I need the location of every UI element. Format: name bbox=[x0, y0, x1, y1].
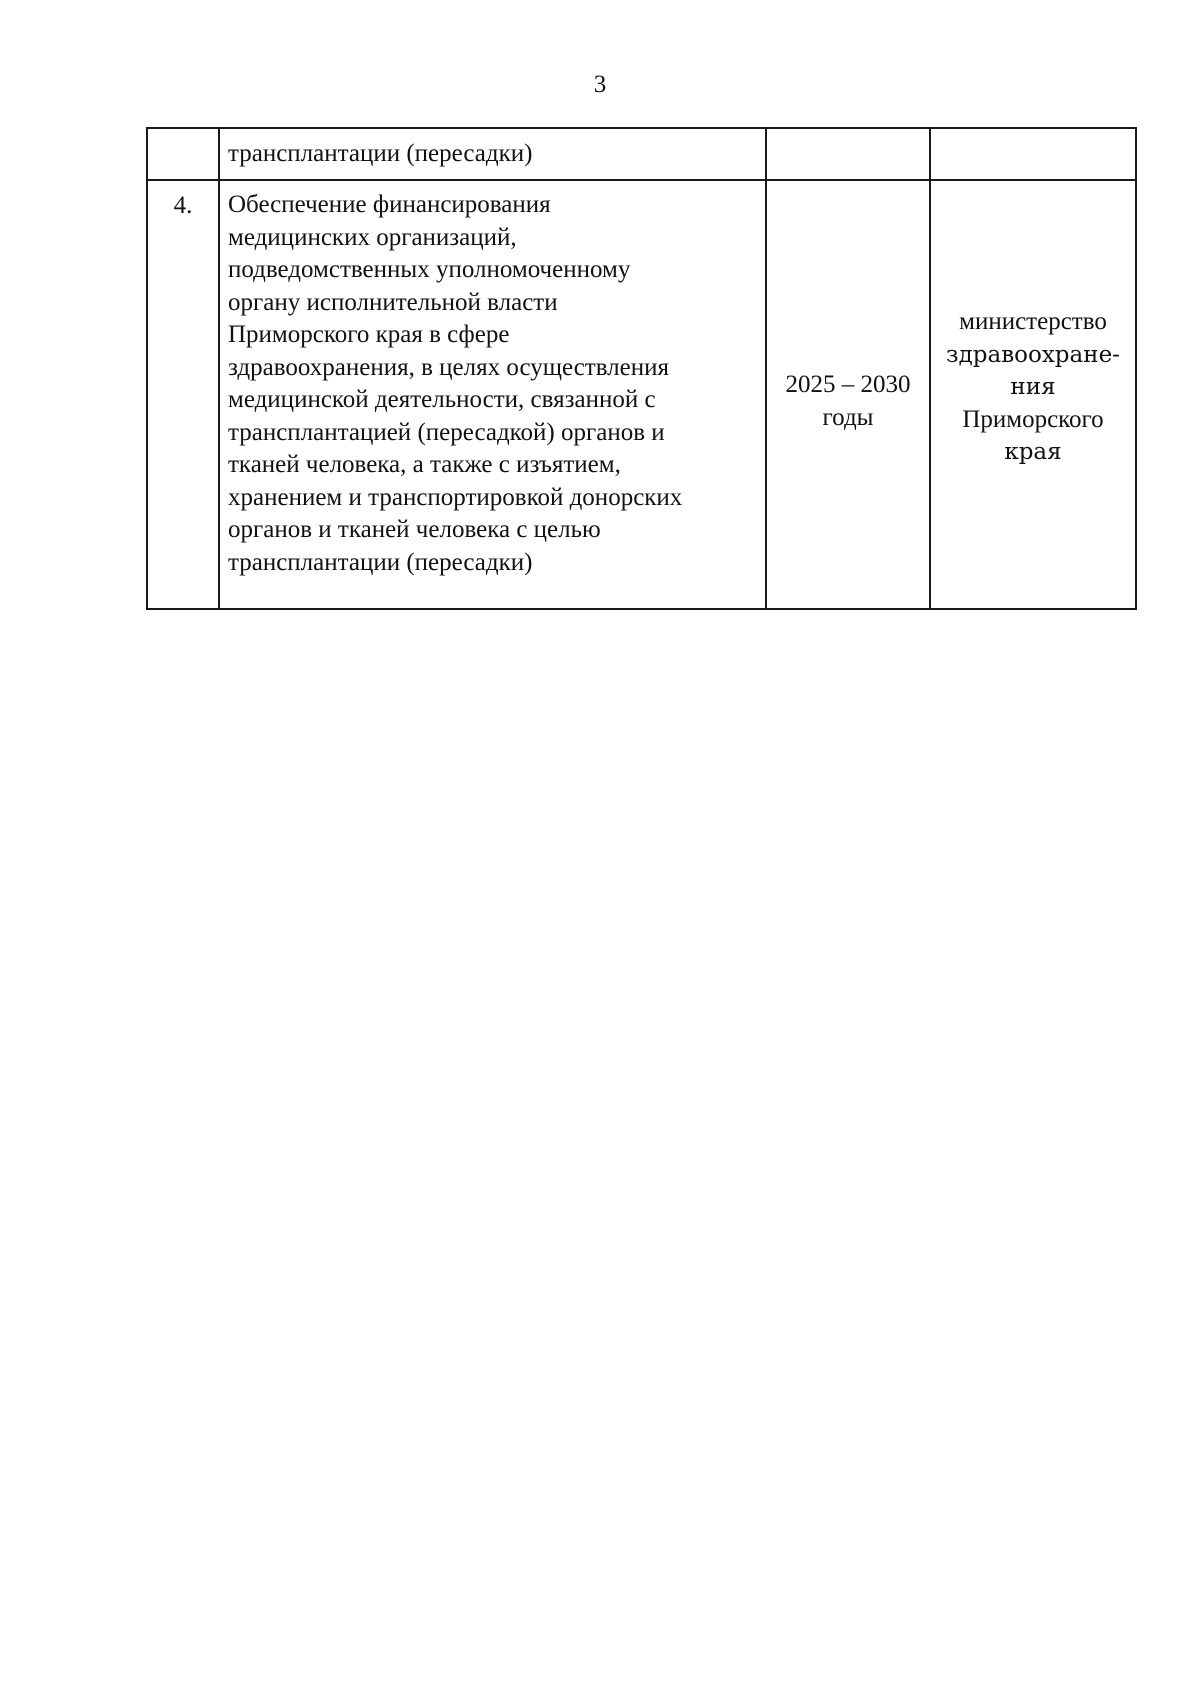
period-unit: годы bbox=[822, 403, 874, 431]
measure-text-line: Обеспечение финансирования bbox=[228, 191, 551, 218]
responsible-line: министерство bbox=[959, 308, 1107, 336]
measure-text-line: подведомственных уполномоченному bbox=[228, 256, 631, 283]
measure-text-line: тканей человека, а также с изъятием, bbox=[228, 451, 621, 478]
cell-measure-text bbox=[219, 180, 766, 609]
responsible-line: Приморского bbox=[962, 405, 1104, 433]
measure-text-line: органов и тканей человека с целью bbox=[228, 516, 601, 543]
cell-period bbox=[766, 180, 930, 609]
period-range: 2025 – 2030 bbox=[785, 371, 911, 398]
measures-table bbox=[146, 127, 1137, 610]
measure-text-line: медицинской деятельности, связанной с bbox=[228, 386, 656, 413]
measure-text-line: хранением и транспортировкой донорских bbox=[228, 483, 683, 511]
cell-responsible bbox=[930, 180, 1136, 609]
cell-measure-text: трансплантации (пересадки) bbox=[219, 128, 766, 180]
cell-number bbox=[147, 128, 219, 180]
table-row-continuation bbox=[147, 128, 1136, 180]
cell-number: 4. bbox=[147, 180, 219, 609]
page-number: 3 bbox=[593, 71, 607, 98]
measure-text-line: здравоохранения, в целях осуществления bbox=[228, 353, 670, 381]
measure-text-line: органу исполнительной власти bbox=[228, 288, 558, 316]
measure-text-line: трансплантацией (пересадкой) органов и bbox=[228, 418, 665, 446]
responsible-line: здравоохране- bbox=[946, 341, 1120, 368]
measure-text-line: медицинских организаций, bbox=[228, 223, 517, 251]
cell-responsible bbox=[930, 128, 1136, 180]
responsible-line: ния bbox=[1010, 374, 1056, 401]
responsible-line: края bbox=[1004, 439, 1062, 466]
measure-text-line: трансплантации (пересадки) bbox=[228, 548, 533, 576]
measure-text-line: Приморского края в сфере bbox=[228, 321, 510, 348]
cell-period bbox=[766, 128, 930, 180]
table-row bbox=[147, 180, 1136, 609]
